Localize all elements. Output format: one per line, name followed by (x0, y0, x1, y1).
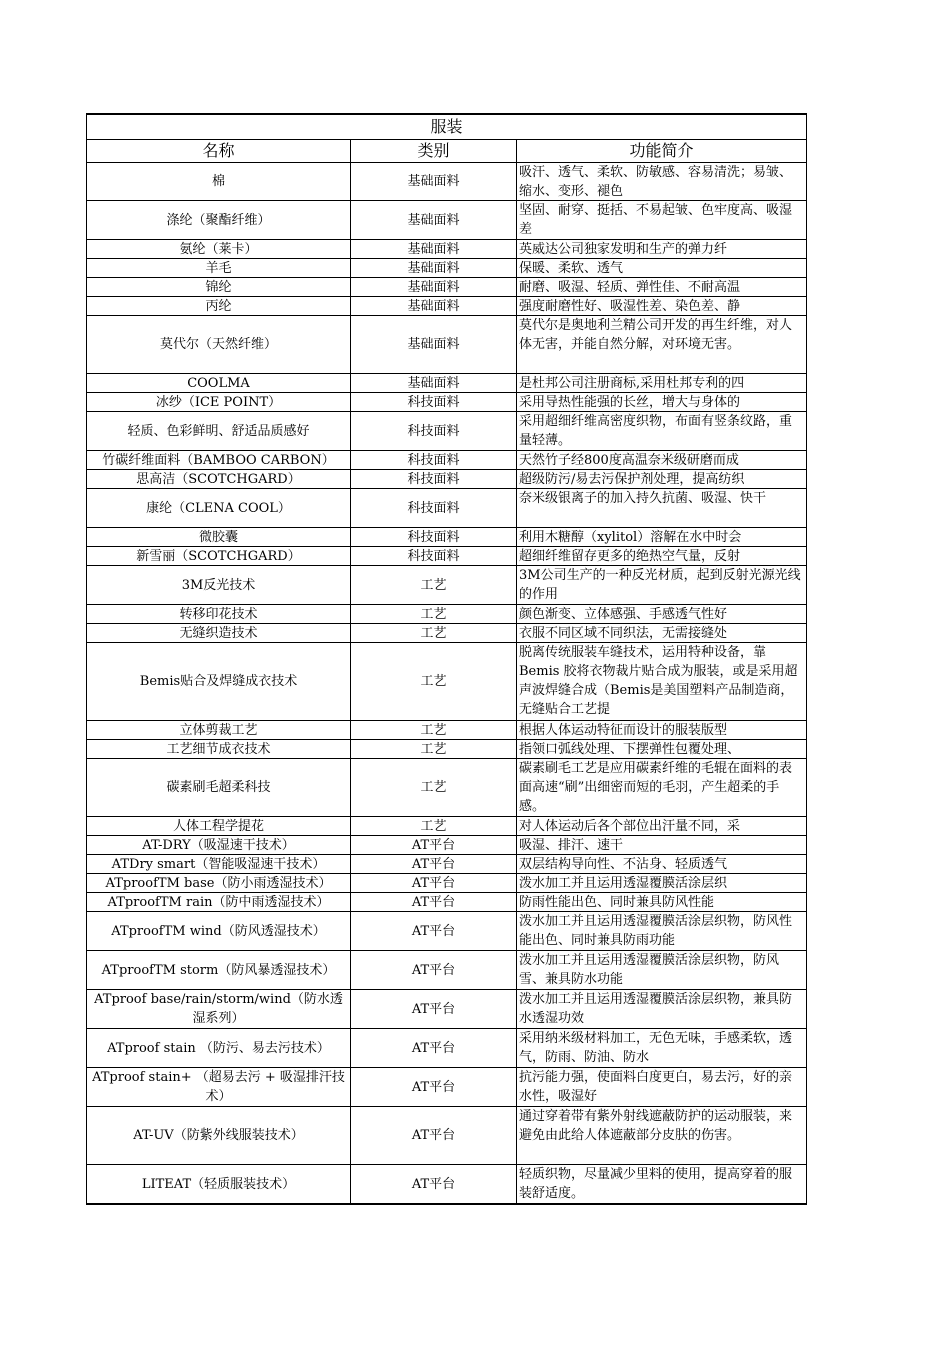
cell-category (351, 643, 517, 721)
cell-name-text: COOLMA (187, 376, 250, 391)
cell-description-text: 耐磨、吸湿、轻质、弹性佳、不耐高温 (519, 280, 741, 295)
cell-name-text: ATDry smart（智能吸湿速干技术） (111, 857, 326, 872)
cell-name-text: 无缝织造技术 (179, 626, 258, 641)
cell-name-text: 微胶囊 (198, 530, 238, 545)
cell-category (351, 393, 517, 412)
cell-name (87, 412, 351, 451)
table-row (87, 393, 807, 412)
cell-description (517, 643, 807, 721)
table-row (87, 605, 807, 624)
cell-description (517, 374, 807, 393)
cell-description-text: 利用木糖醇（xylitol）溶解在水中时会 (519, 530, 742, 545)
cell-name-text: ATproofTM wind（防风透湿技术） (111, 923, 326, 939)
cell-name-text: Bemis贴合及焊缝成衣技术 (139, 674, 298, 689)
cell-category-text: 基础面料 (407, 242, 460, 257)
apparel-table (86, 113, 807, 1205)
cell-name (87, 451, 351, 470)
cell-name (87, 624, 351, 643)
cell-category-text: 基础面料 (407, 299, 460, 314)
cell-name-text: 棉 (211, 174, 225, 189)
cell-description (517, 874, 807, 893)
cell-description (517, 1107, 807, 1165)
cell-description-text: 双层结构导向性、不沾身、轻质透气 (519, 857, 728, 872)
cell-name (87, 470, 351, 489)
cell-description (517, 240, 807, 259)
cell-description-text: 超细纤维留存更多的绝热空气量，反射 (519, 549, 741, 564)
table-title-row (87, 114, 807, 140)
cell-description (517, 316, 807, 374)
table-row (87, 566, 807, 605)
table-row (87, 1068, 807, 1107)
cell-name (87, 278, 351, 297)
cell-category-text: 基础面料 (407, 376, 460, 391)
table-row (87, 374, 807, 393)
cell-description (517, 297, 807, 316)
table-row (87, 740, 807, 759)
cell-description-text: 根据人体运动特征而设计的服装版型 (519, 723, 728, 738)
cell-category-text: AT平台 (411, 1176, 456, 1192)
cell-description-text: 采用纳米级材料加工，无色无味，手感柔软，透气，防雨、防油、防水 (519, 1031, 793, 1065)
cell-name (87, 528, 351, 547)
cell-description-text: 坚固、耐穿、挺括、不易起皱、色牢度高、吸湿差 (519, 203, 793, 237)
cell-category (351, 470, 517, 489)
cell-category-text: AT平台 (411, 838, 456, 853)
cell-description (517, 393, 807, 412)
cell-category (351, 836, 517, 855)
cell-name-text: 思高洁（SCOTCHGARD） (136, 472, 301, 487)
cell-description (517, 836, 807, 855)
cell-description (517, 1165, 807, 1205)
cell-name (87, 316, 351, 374)
cell-name-text: 莫代尔（天然纤维） (159, 337, 277, 352)
cell-category-text: 基础面料 (407, 174, 460, 189)
cell-category-text: 科技面料 (407, 549, 460, 564)
cell-description-text: 碳素刷毛工艺是应用碳素纤维的毛辊在面料的表面高速“刷”出细密而短的毛羽，产生超柔的手感。 (519, 761, 793, 814)
table-row (87, 201, 807, 240)
cell-category (351, 990, 517, 1029)
cell-category (351, 412, 517, 451)
cell-description-text: 保暖、柔软、透气 (519, 261, 624, 276)
table-row (87, 643, 807, 721)
cell-description-text: 泼水加工并且运用透湿覆膜活涂层织物，防风雪、兼具防水功能 (519, 953, 780, 987)
cell-description (517, 817, 807, 836)
cell-name (87, 547, 351, 566)
cell-category-text: 工艺 (420, 626, 447, 641)
table-row (87, 855, 807, 874)
table-row (87, 451, 807, 470)
cell-category-text: 工艺 (420, 723, 447, 738)
cell-description-text: 英威达公司独家发明和生产的弹力纤 (519, 242, 728, 257)
cell-category-text: 工艺 (420, 742, 447, 757)
cell-description (517, 951, 807, 990)
cell-name-text: 新雪丽（SCOTCHGARD） (136, 549, 301, 564)
cell-description-text: 通过穿着带有紫外射线遮蔽防护的运动服装，来避免由此给人体遮蔽部分皮肤的伤害。 (519, 1109, 793, 1143)
cell-name-text: 轻质、色彩鲜明、舒适品质感好 (127, 423, 310, 439)
cell-description-text: 泼水加工并且运用透湿覆膜活涂层织物，防风性能出色、同时兼具防雨功能 (519, 914, 793, 948)
cell-name (87, 374, 351, 393)
cell-category (351, 163, 517, 201)
cell-category-text: 科技面料 (407, 472, 460, 487)
cell-name (87, 393, 351, 412)
cell-category (351, 451, 517, 470)
cell-category (351, 893, 517, 912)
table-row (87, 836, 807, 855)
cell-category-text: 科技面料 (407, 453, 460, 468)
cell-name-text: LITEAT（轻质服装技术） (141, 1176, 296, 1192)
cell-description (517, 605, 807, 624)
cell-description (517, 451, 807, 470)
cell-category (351, 566, 517, 605)
cell-name-text: 冰纱（ICE POINT） (155, 395, 282, 410)
cell-name-text: ATproofTM rain（防中雨透湿技术） (107, 895, 330, 910)
cell-category (351, 951, 517, 990)
cell-description-text: 对人体运动后各个部位出汗量不同，采 (519, 819, 741, 834)
header-row (87, 140, 807, 163)
cell-description-text: 超级防污/易去污保护剂处理，提高纺织 (519, 472, 745, 487)
cell-description (517, 489, 807, 528)
cell-description-text: 3M公司生产的一种反光材质，起到反射光源光线的作用 (519, 568, 801, 602)
cell-name-text: 竹碳纤维面料（BAMBOO CARBON） (102, 453, 335, 468)
cell-description-text: 莫代尔是奥地利兰精公司开发的再生纤维，对人体无害，并能自然分解，对环境无害。 (519, 318, 793, 352)
table-row (87, 297, 807, 316)
cell-category-text: 工艺 (420, 577, 447, 593)
cell-name-text: 工艺细节成衣技术 (166, 742, 271, 757)
cell-description-text: 强度耐磨性好、吸湿性差、染色差、静 (519, 299, 741, 314)
cell-category-text: 基础面料 (407, 280, 460, 295)
cell-name (87, 759, 351, 817)
cell-name (87, 489, 351, 528)
cell-category (351, 201, 517, 240)
cell-category-text: AT平台 (411, 1040, 456, 1056)
cell-name (87, 259, 351, 278)
cell-name-text: AT-DRY（吸湿速干技术） (142, 838, 295, 853)
cell-description (517, 163, 807, 201)
cell-name (87, 893, 351, 912)
table-row (87, 489, 807, 528)
cell-description-text: 防雨性能出色、同时兼具防风性能 (519, 895, 715, 910)
table-row (87, 1029, 807, 1068)
cell-description-text: 指领口弧线处理、下摆弹性包覆处理、 (519, 742, 741, 757)
table-row (87, 912, 807, 951)
cell-name-text: 涤纶（聚酯纤维） (166, 212, 271, 228)
cell-category (351, 240, 517, 259)
cell-description-text: 奈米级银离子的加入持久抗菌、吸湿、快干 (519, 491, 767, 506)
cell-category-text: 工艺 (420, 780, 447, 795)
cell-name-text: 丙纶 (205, 299, 232, 314)
cell-category-text: AT平台 (411, 1001, 456, 1017)
table-row (87, 240, 807, 259)
cell-category (351, 297, 517, 316)
cell-description (517, 278, 807, 297)
cell-description (517, 259, 807, 278)
cell-name (87, 912, 351, 951)
cell-category (351, 1107, 517, 1165)
cell-name-text: 氨纶（莱卡） (179, 242, 258, 257)
cell-category-text: 基础面料 (407, 261, 460, 276)
cell-category (351, 759, 517, 817)
cell-category-text: 工艺 (420, 819, 447, 834)
cell-name (87, 1029, 351, 1068)
cell-description (517, 1068, 807, 1107)
cell-description-text: 吸汗、透气、柔软、防敏感、容易清洗；易皱、缩水、变形、褪色 (519, 165, 793, 199)
cell-category-text: 科技面料 (407, 395, 460, 410)
cell-category-text: AT平台 (411, 857, 456, 872)
header-description: 功能简介 (517, 140, 807, 163)
cell-description (517, 740, 807, 759)
cell-name-text: ATproof stain （防污、易去污技术） (107, 1040, 330, 1056)
table-row (87, 259, 807, 278)
cell-category (351, 740, 517, 759)
cell-category (351, 605, 517, 624)
cell-category-text: AT平台 (411, 1128, 456, 1143)
table-row (87, 624, 807, 643)
cell-category (351, 528, 517, 547)
cell-description-text: 衣服不同区域不同织法，无需接缝处 (519, 626, 728, 641)
cell-name (87, 201, 351, 240)
cell-description (517, 1029, 807, 1068)
cell-name-text: ATproof base/rain/storm/wind（防水透湿系列） (94, 992, 343, 1026)
cell-name-text: 羊毛 (205, 261, 232, 276)
cell-category (351, 316, 517, 374)
cell-category-text: 基础面料 (407, 337, 460, 352)
cell-name (87, 605, 351, 624)
cell-name-text: AT-UV（防紫外线服装技术） (133, 1128, 304, 1143)
cell-description (517, 721, 807, 740)
cell-description-text: 泼水加工并且运用透湿覆膜活涂层织物，兼具防水透湿功效 (519, 992, 793, 1026)
cell-description (517, 528, 807, 547)
cell-name-text: 康纶（CLENA COOL） (146, 500, 291, 516)
table-row (87, 817, 807, 836)
table-row (87, 721, 807, 740)
cell-name-text: 转移印花技术 (179, 607, 258, 622)
cell-name (87, 721, 351, 740)
cell-category-text: AT平台 (411, 962, 456, 978)
table-row (87, 528, 807, 547)
cell-name (87, 240, 351, 259)
header-category: 类别 (351, 140, 517, 163)
cell-name-text: 碳素刷毛超柔科技 (166, 780, 271, 795)
cell-category (351, 1068, 517, 1107)
cell-category (351, 624, 517, 643)
cell-description (517, 624, 807, 643)
cell-category (351, 817, 517, 836)
table-row (87, 874, 807, 893)
header-name: 名称 (87, 140, 351, 163)
cell-name (87, 566, 351, 605)
cell-name (87, 817, 351, 836)
cell-name (87, 1068, 351, 1107)
cell-description-text: 轻质织物，尽量减少里料的使用，提高穿着的服装舒适度。 (519, 1167, 793, 1201)
cell-category (351, 1165, 517, 1205)
cell-description (517, 855, 807, 874)
table-row (87, 163, 807, 201)
cell-description (517, 470, 807, 489)
cell-category (351, 547, 517, 566)
cell-description-text: 天然竹子经800度高温奈米级研磨而成 (519, 453, 739, 468)
cell-description-text: 脱离传统服装车缝技术，运用特种设备，靠 Bemis 胶将衣物裁片贴合成为服装，或是采用超声波焊缝合成（Bemis是美国塑料产品制造商，无缝贴合工艺提 (519, 645, 798, 717)
cell-description (517, 201, 807, 240)
cell-category (351, 855, 517, 874)
cell-category-text: 工艺 (420, 607, 447, 622)
cell-description-text: 采用超细纤维高密度织物，布面有竖条纹路，重量轻薄。 (519, 414, 793, 448)
cell-category-text: 工艺 (420, 674, 447, 689)
cell-description-text: 泼水加工并且运用透湿覆膜活涂层织 (519, 876, 728, 891)
cell-description (517, 912, 807, 951)
cell-name (87, 1165, 351, 1205)
cell-name-text: ATproofTM base（防小雨透湿技术） (105, 876, 332, 891)
cell-category (351, 912, 517, 951)
cell-category-text: 科技面料 (407, 530, 460, 545)
cell-category (351, 1029, 517, 1068)
cell-description (517, 759, 807, 817)
cell-description (517, 893, 807, 912)
table-row (87, 470, 807, 489)
cell-name-text: 3M反光技术 (181, 577, 256, 593)
cell-name-text: 锦纶 (205, 280, 232, 295)
cell-name (87, 1107, 351, 1165)
cell-category (351, 874, 517, 893)
cell-name (87, 643, 351, 721)
cell-category (351, 489, 517, 528)
table-row (87, 412, 807, 451)
cell-name (87, 740, 351, 759)
cell-description (517, 547, 807, 566)
cell-category (351, 278, 517, 297)
cell-description-text: 是杜邦公司注册商标,采用杜邦专利的四 (519, 376, 745, 391)
cell-category (351, 721, 517, 740)
cell-category-text: AT平台 (411, 923, 456, 939)
cell-name (87, 836, 351, 855)
cell-name (87, 951, 351, 990)
cell-description-text: 吸湿、排汗、速干 (519, 838, 624, 853)
cell-category-text: AT平台 (411, 876, 456, 891)
table-row (87, 278, 807, 297)
cell-name (87, 297, 351, 316)
table-row (87, 759, 807, 817)
table-row (87, 893, 807, 912)
cell-name (87, 874, 351, 893)
cell-name (87, 163, 351, 201)
table-row (87, 951, 807, 990)
cell-name (87, 990, 351, 1029)
spreadsheet (86, 113, 806, 1205)
table-row (87, 316, 807, 374)
cell-description-text: 抗污能力强，使面料白度更白，易去污，好的亲水性，吸湿好 (519, 1070, 793, 1104)
cell-name-text: 人体工程学提花 (172, 819, 264, 834)
cell-description (517, 566, 807, 605)
cell-category-text: AT平台 (411, 895, 456, 910)
cell-name-text: ATproofTM storm（防风暴透湿技术） (101, 962, 336, 978)
cell-name (87, 855, 351, 874)
cell-description-text: 颜色渐变、立体感强、手感透气性好 (519, 607, 728, 622)
cell-name-text: ATproof stain+ （超易去污 + 吸湿排汗技术） (92, 1070, 345, 1104)
table-row (87, 1165, 807, 1205)
cell-name-text: 立体剪裁工艺 (179, 723, 258, 738)
cell-category (351, 374, 517, 393)
cell-category-text: 基础面料 (407, 212, 460, 228)
table-row (87, 1107, 807, 1165)
table-row (87, 990, 807, 1029)
table-title: 服装 (87, 114, 807, 140)
cell-description-text: 采用导热性能强的长丝，增大与身体的 (519, 395, 741, 410)
table-row (87, 547, 807, 566)
cell-description (517, 990, 807, 1029)
cell-category-text: 科技面料 (407, 423, 460, 439)
cell-category-text: AT平台 (411, 1079, 456, 1095)
cell-category (351, 259, 517, 278)
cell-category-text: 科技面料 (407, 500, 460, 516)
cell-description (517, 412, 807, 451)
